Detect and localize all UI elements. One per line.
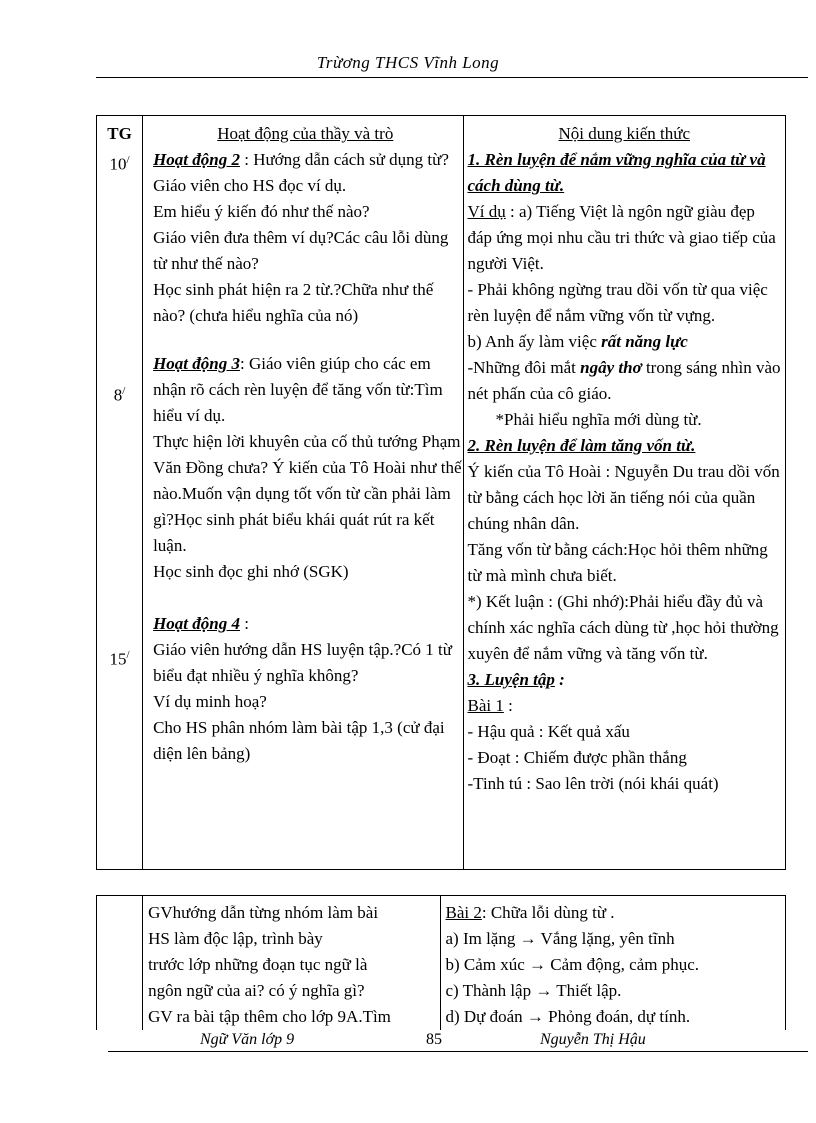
fix-item: a) Im lặng → Vắng lặng, yên tĩnh [445,929,675,948]
page-header: Trừơng THCS Vĩnh Long [316,53,500,72]
time-column [97,896,143,1031]
page-number: 85 [426,1031,442,1048]
footer-author: Nguyễn Thị Hậu [540,1031,646,1048]
section-1-title: 1. Rèn luyện để nắm vững nghĩa của từ và cách dùng từ. [467,150,766,195]
activity-column [143,116,463,870]
exercise-1-item: - Đoạt : Chiếm được phần thắng [467,748,687,767]
example-a: Ví dụ : a) Tiếng Việt là ngôn ngữ giàu đẹp đáp ứng mọi nhu cầu tri thức và giao tiếp của người Việt. [467,202,776,273]
increase-vocab: Tăng vốn từ bằng cách:Học hỏi thêm những từ mà mình chưa biết. [467,540,768,585]
fix-item: d) Dự đoán → Phỏng đoán, dự tính. [445,1007,691,1026]
footer-subject: Ngữ Văn lớp 9 [200,1031,295,1048]
activity-line: ngôn ngữ của ai? có ý nghĩa gì? [148,981,365,1000]
content-header: Nội dung kiến thức [558,124,691,143]
time-column [97,116,143,870]
exercise-2-label: Bài 2: Chữa lỗi dùng từ . [445,903,615,922]
fix-item: c) Thành lập → Thiết lập. [445,981,622,1000]
exercise-1-item: - Hậu quả : Kết quả xấu [467,722,630,741]
activity-4: Hoạt động 4 : Giáo viên hướng dẫn HS luyện tập.?Có 1 từ biểu đạt nhiều ý nghĩa không? Ví dụ minh hoạ? Cho HS phân nhóm làm bài tập 1,3 (cử đại diện lên bảng) [153,614,452,763]
example-note: *Phải hiểu nghĩa mới dùng từ. [495,410,702,429]
section-3-title: 3. Luyện tập : [467,670,565,689]
activity-header: Hoạt động của thầy và trò [217,124,394,143]
activity-line: HS làm độc lập, trình bày [148,929,323,948]
activity-2: Hoạt động 2 : Hướng dẫn cách sử dụng từ? Giáo viên cho HS đọc ví dụ. Em hiểu ý kiến đó như thế nào? Giáo viên đưa thêm ví dụ?Các câu lỗi dùng từ như thế nào? Học sinh phát hiện ra 2 từ.?Chữa như thế nào? (chưa hiểu nghĩa của nó) [153,150,449,325]
continuation-table [96,895,786,1030]
tohoai-opinion: Ý kiến của Tô Hoài : Nguyễn Du trau dồi vốn từ bằng cách học lời ăn tiếng nói của quần chúng nhân dân. [467,462,780,533]
time-activity-4: 15/ [109,649,130,669]
activity-line: GV ra bài tập thêm cho lớp 9A.Tìm [148,1007,391,1026]
header-rule [96,77,808,78]
example-eyes: -Những đôi mắt ngây thơ trong sáng nhìn vào nét phấn của cô giáo. [467,358,781,403]
example-a-note: - Phải không ngừng trau dồi vốn từ qua việc rèn luyện để nắm vững vốn từ vựng. [467,280,768,325]
section-2-title: 2. Rèn luyện để làm tăng vốn từ. [467,436,696,455]
conclusion: *) Kết luận : (Ghi nhớ):Phải hiểu đầy đủ và chính xác nghĩa cách dùng từ ,học hỏi thường xuyên để nắm vững và tăng vốn từ. [467,592,779,663]
fix-item: b) Cảm xúc → Cảm động, cảm phục. [445,955,700,974]
content-column [441,896,786,1031]
lesson-table [96,115,786,870]
footer-rule [108,1051,808,1052]
activity-column [143,896,441,1031]
activity-line: trước lớp những đoạn tục ngữ là [148,955,368,974]
time-activity-2: 10/ [109,154,130,174]
example-b: b) Anh ấy làm việc rất năng lực [467,332,688,351]
activity-line: GVhướng dẫn từng nhóm làm bài [148,903,379,922]
tg-header: TG [107,124,132,143]
exercise-1-label: Bài 1 : [467,696,513,715]
time-activity-3: 8/ [113,384,126,405]
content-column [463,116,785,870]
activity-3: Hoạt động 3: Giáo viên giúp cho các em nhận rõ cách rèn luyện để tăng vốn từ:Tìm hiểu ví dụ. Thực hiện lời khuyên của cố thủ tướng Phạm Văn Đồng chưa? Ý kiến của Tô Hoài như thế nào.Muốn vận dụng tốt vốn từ cần phải làm gì?Học sinh phát biểu khái quát rút ra kết luận. Học sinh đọc ghi nhớ (SGK) [153,354,462,581]
exercise-1-item: -Tinh tú : Sao lên trời (nói khái quát) [467,774,719,793]
